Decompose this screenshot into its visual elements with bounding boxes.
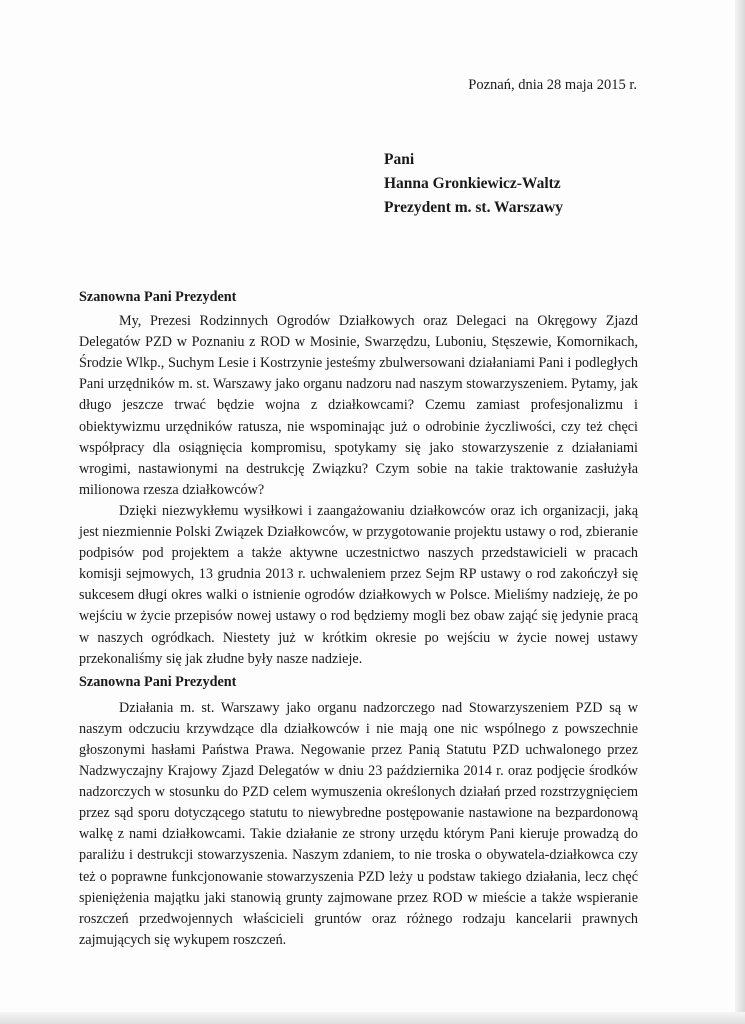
- addressee-title: Pani: [384, 151, 415, 168]
- letter-body: [79, 287, 638, 951]
- salutation-second: Szanowna Pani Prezydent: [79, 673, 237, 690]
- addressee-position: Prezydent m. st. Warszawy: [384, 199, 563, 216]
- paragraph-1: My, Prezesi Rodzinnych Ogrodów Działkowych oraz Delegaci na Okręgowy Zjazd Delegatów PZD w Poznaniu z ROD w Mosinie, Swarzędzu, Luboniu, Stęszewie, Komornikach, Środzie Wlkp., Suchym Lesie i Kostrzynie jesteśmy zbulwersowani działaniami Pani i podległych Pani urzędników m. st. Warszawy jako organu nadzoru nad naszym stowarzyszeniem. Pytamy, jak długo jeszcze trwać będzie wojna z działkowcami? Czemu zamiast profesjonalizmu i obiektywizmu urzędników ratusza, nie wspominając już o odrobinie życzliwości, czy też chęci współpracy dla osiągnięcia kompromisu, spotykamy się jako stowarzyszenie z działaniami wrogimi, nastawionymi na destrukcję Związku? Czym sobie na takie traktowanie zasłużyła milionowa rzesza działkowców?: [79, 313, 638, 498]
- paragraph-3: Działania m. st. Warszawy jako organu nadzorczego nad Stowarzyszeniem PZD są w naszym odczuciu krzywdzące dla działkowców i nie mają one nic wspólnego z powszechnie głoszonymi hasłami Państwa Prawa. Negowanie przez Panią Statutu PZD uchwalonego przez Nadzwyczajny Krajowy Zjazd Delegatów w dniu 23 października 2014 r. oraz podjęcie środków nadzorczych w stosunku do PZD celem wymuszenia określonych działań przed rozstrzygnięciem przez sąd sporu dotyczącego statutu to niewybredne postępowanie nastawione na bezpardonową walkę z nami działkowcami. Takie działanie ze strony urzędu którym Pani kieruje prowadzą do paraliżu i destrukcji stowarzyszenia. Naszym zdaniem, to nie troska o obywatela-działkowca czy też o poprawne funkcjonowanie stowarzyszenia PZD leży u podstaw takiego działania, lecz chęć spieniężenia majątku jaki stanowią grunty zajmowane przez ROD w mieście a także wspieranie roszczeń przedwojennych właścicieli gruntów oraz różnego rodzaju kancelarii prawnych zajmujących się wykupem roszczeń.: [79, 699, 638, 948]
- scan-edge-right: [735, 0, 745, 1024]
- paragraph-2: Dzięki niezwykłemu wysiłkowi i zaangażowaniu działkowców oraz ich organizacji, jaką jest niezmiennie Polski Związek Działkowców, w przygotowanie projektu ustawy o rod, zbieranie podpisów pod projektem a także aktywne uczestnictwo naszych przedstawicieli w pracach komisji sejmowych, 13 grudnia 2013 r. uchwaleniem przez Sejm RP ustawy o rod zakończył się sukcesem długi okres walki o istnienie ogrodów działkowych w Polsce. Mieliśmy nadzieję, że po wejściu w życie przepisów nowej ustawy o rod będziemy mogli bez obaw zająć się jedynie pracą w naszych ogródkach. Niestety już w krótkim okresie po wejściu w życie nowej ustawy przekonaliśmy się jak złudne były nasze nadzieje.: [79, 502, 638, 667]
- date-line: Poznań, dnia 28 maja 2015 r.: [468, 77, 637, 93]
- salutation-first: Szanowna Pani Prezydent: [79, 289, 237, 305]
- addressee-name: Hanna Gronkiewicz-Waltz: [384, 175, 561, 192]
- scan-edge-bottom: [0, 1012, 745, 1024]
- addressee-block: [384, 148, 563, 220]
